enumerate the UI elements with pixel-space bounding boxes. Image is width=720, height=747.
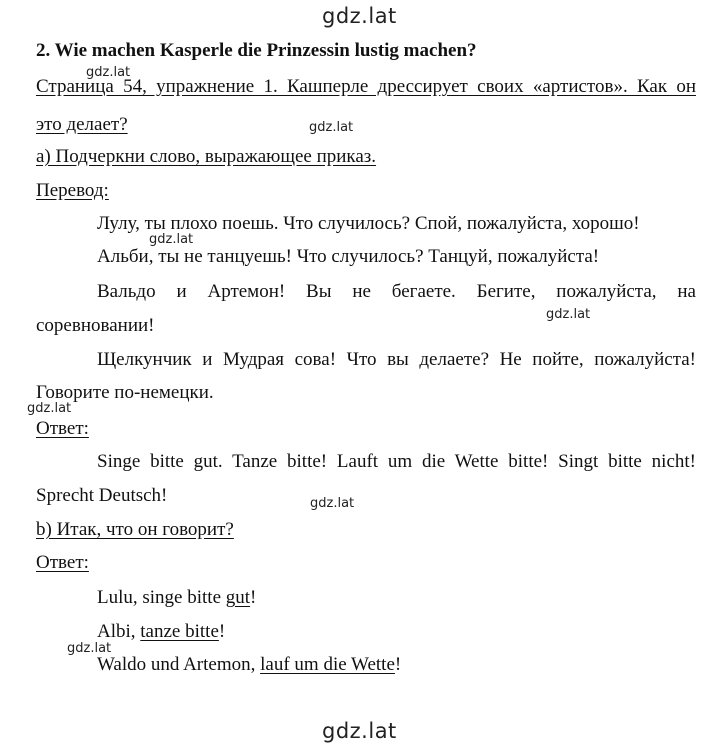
translation-paragraph: Вальдо и Артемон! Вы не бегаете. Бегите, пожалуйста, на <box>97 281 696 302</box>
answer-text: ! <box>394 654 402 675</box>
translation-heading: Перевод: <box>36 180 109 201</box>
exercise-title: 2. Wie machen Kasperle die Prinzessin lustig machen? <box>36 40 477 61</box>
watermark-bottom: gdz.lat <box>322 719 397 743</box>
answer-line-cont: Sprecht Deutsch! <box>36 485 168 506</box>
answer-line-waldo <box>97 655 401 674</box>
watermark-small: gdz.lat <box>309 120 354 135</box>
translation-paragraph-cont: соревновании! <box>36 315 155 336</box>
answer-line: Singe bitte gut. Tanze bitte! Lauft um die Wette bitte! Singt bitte nicht! <box>97 451 696 472</box>
intro-line-1: Страница 54, упражнение 1. Кашперле дрессирует своих «артистов». Как он <box>36 76 696 97</box>
watermark-small: gdz.lat <box>86 65 131 80</box>
answer-text: Lulu, singe bitte <box>97 587 226 608</box>
watermark-top: gdz.lat <box>322 4 397 28</box>
translation-paragraph-cont: Говорите по-немецки. <box>36 382 214 403</box>
answer-line-albi <box>97 622 225 641</box>
answer-heading: Ответ: <box>36 418 89 439</box>
answer-text: ! <box>218 621 226 642</box>
watermark-small: gdz.lat <box>149 232 194 247</box>
answer-text: Albi, <box>97 621 141 642</box>
watermark-small: gdz.lat <box>310 496 355 511</box>
underlined-command: lauf um die Wette <box>260 654 395 675</box>
answer-heading: Ответ: <box>36 552 89 573</box>
translation-paragraph: Щелкунчик и Мудрая сова! Что вы делаете? Не пойте, пожалуйста! <box>97 349 696 370</box>
task-b: b) Итак, что он говорит? <box>36 519 234 540</box>
underlined-command: tanze bitte <box>140 621 219 642</box>
answer-text: Waldo und Artemon, <box>97 654 261 675</box>
watermark-small: gdz.lat <box>27 401 72 416</box>
intro-line-2: это делает? <box>36 114 128 135</box>
translation-paragraph: Альби, ты не танцуешь! Что случилось? Танцуй, пожалуйста! <box>97 246 600 267</box>
translation-paragraph: Лулу, ты плохо поешь. Что случилось? Спой, пожалуйста, хорошо! <box>97 213 640 234</box>
answer-text: ! <box>250 587 257 608</box>
watermark-small: gdz.lat <box>546 307 591 322</box>
watermark-small: gdz.lat <box>67 641 112 656</box>
underlined-command: gut <box>225 587 251 608</box>
answer-line-lulu <box>97 588 256 607</box>
task-a: а) Подчеркни слово, выражающее приказ. <box>36 146 377 167</box>
